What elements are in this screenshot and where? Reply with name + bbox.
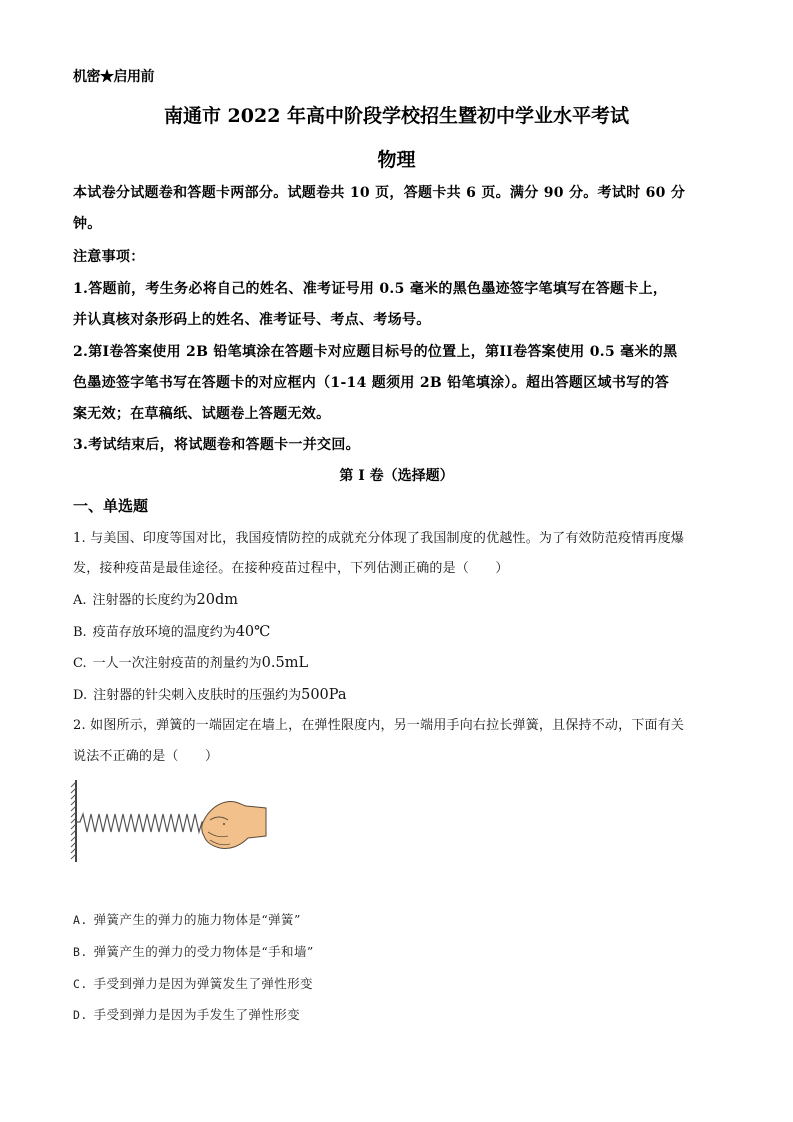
subject-title: 物理: [377, 149, 416, 171]
section-title: 第 I 卷（选择题）: [339, 468, 454, 484]
option-text: 注射器的针尖刺入皮肤时的压强约为: [93, 688, 302, 703]
option-label: D.: [73, 1008, 88, 1022]
option-text: 注射器的长度约为: [92, 593, 197, 608]
note-2-line-3: 案无效；在草稿纸、试题卷上答题无效。: [73, 406, 331, 422]
question-2-option-a: [73, 910, 301, 928]
option-text: 手受到弹力是因为弹簧发生了弹性形变: [93, 976, 313, 991]
exam-title: 南通市 2022 年高中阶段学校招生暨初中学业水平考试: [163, 105, 630, 127]
question-2-line-1: 2. 如图所示，弹簧的一端固定在墙上，在弹性限度内，另一端用手向右拉长弹簧，且保持不动，下面有关: [73, 718, 685, 733]
option-label: A.: [73, 593, 87, 608]
option-value: 0.5mL: [261, 655, 309, 671]
question-1-option-d: [73, 684, 347, 703]
question-1-option-b: [73, 621, 270, 640]
question-1-option-c: [73, 652, 308, 671]
question-1-option-a: [73, 589, 238, 608]
option-text: 手受到弹力是因为手发生了弹性形变: [93, 1007, 301, 1022]
option-label: B.: [73, 625, 87, 640]
option-label: B.: [73, 945, 88, 959]
option-label: C.: [73, 977, 88, 991]
option-text: 疫苗存放环境的温度约为: [92, 625, 236, 640]
option-value: 20dm: [196, 592, 239, 608]
question-1-line-1: 1. 与美国、印度等国对比，我国疫情防控的成就充分体现了我国制度的优越性。为了有效防范疫情再度爆: [73, 531, 685, 546]
option-text: 弹簧产生的弹力的受力物体是“手和墙”: [93, 944, 314, 959]
option-label: A.: [73, 913, 88, 927]
question-2-line-2: 说法不正确的是（ ）: [73, 749, 219, 764]
option-label: D.: [73, 688, 88, 703]
option-value: 500Pa: [301, 687, 347, 703]
note-2-line-1: 2.第I卷答案使用 2B 铅笔填涂在答题卡对应题目标号的位置上，第II卷答案使用 0.5 毫米的黑: [73, 344, 678, 360]
note-3-line-1: 3.考试结束后，将试题卷和答题卡一并交回。: [73, 437, 360, 453]
confidential-label: 机密★启用前: [73, 69, 154, 85]
option-label: C.: [73, 656, 87, 671]
hand-icon: [202, 801, 266, 848]
question-1-line-2: 发，接种疫苗是最佳途径。在接种疫苗过程中，下列估测正确的是（ ）: [73, 561, 509, 576]
option-value: 40℃: [235, 624, 271, 640]
notes-heading: 注意事项：: [73, 249, 145, 265]
note-1-line-1: 1.答题前，考生务必将自己的姓名、准考证号用 0.5 毫米的黑色墨迹签字笔填写在答题卡上，: [73, 281, 668, 297]
wall-icon: [71, 780, 76, 862]
intro-line-1: 本试卷分试题卷和答题卡两部分。试题卷共 10 页，答题卡共 6 页。满分 90 分。考试时 60 分: [73, 185, 686, 201]
note-2-line-2: 色墨迹签字笔书写在答题卡的对应框内（1-14 题须用 2B 铅笔填涂）。超出答题区域书写的答: [73, 375, 670, 391]
spring-icon: [76, 814, 206, 832]
spring-hand-figure: [70, 776, 270, 866]
question-2-option-c: [73, 974, 313, 992]
spring-wall-hand-illustration: [70, 776, 270, 866]
question-2-option-d: [73, 1005, 300, 1023]
option-text: 一人一次注射疫苗的剂量约为: [92, 656, 262, 671]
question-2-option-b: [73, 942, 314, 960]
option-text: 弹簧产生的弹力的施力物体是“弹簧”: [93, 912, 301, 927]
intro-line-2: 钟。: [73, 216, 102, 232]
part-heading: 一、单选题: [73, 497, 149, 515]
note-1-line-2: 并认真核对条形码上的姓名、准考证号、考点、考场号。: [73, 312, 431, 328]
